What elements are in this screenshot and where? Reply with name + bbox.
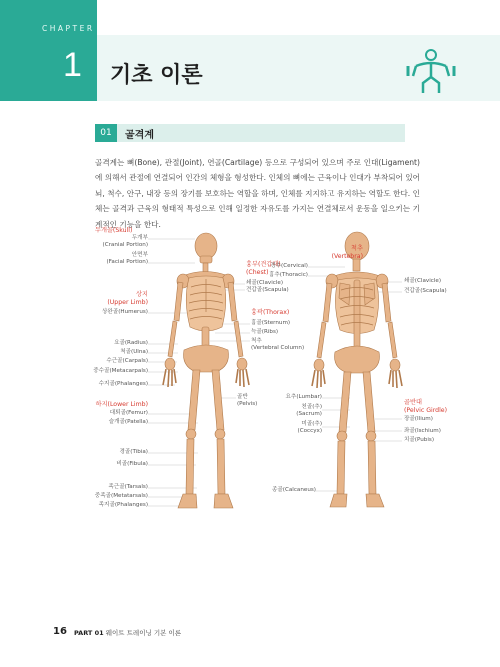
metacarpals-label: 중수골(Metacarpals) bbox=[93, 368, 148, 374]
scapula-front-label: 견갑골(Scapula) bbox=[246, 287, 289, 293]
patella-label: 슬개골(Patella) bbox=[108, 419, 148, 425]
ribs-label: 늑골(Ribs) bbox=[251, 329, 279, 335]
phalanges-hand-label: 수지골(Phalanges) bbox=[98, 381, 148, 387]
body-paragraph: 골격계는 뼈(Bone), 관절(Joint), 연골(Cartilage) 등으로 구성되어 있으며 주로 인대(Ligament)에 의해서 관절에 연결되어 인간의 체형을 형성한다. 인체의 뼈에는 근육이나 인대가 부착되어 있어 뇌, 척수, 안구, 내장 등의 장기를 보호하는 역할을 하며, 인체를 지지하고 유지하는 역할도 한다. 인체는 골격과 근육의 형태적 특성으로 인해 일정한 자유도를 가지는 연결체로서 운동을 일으키는 기계적인 기능을 한다. bbox=[95, 158, 420, 229]
upper-limb-title: 상지 bbox=[136, 291, 148, 298]
section-title: 골격계 bbox=[125, 130, 154, 141]
part-title: 웨이트 트레이닝 기본 이론 bbox=[105, 629, 182, 637]
calcaneus-label: 종골(Calcaneus) bbox=[271, 487, 316, 493]
part-number: PART 01 bbox=[74, 629, 104, 637]
radius-label: 요골(Radius) bbox=[114, 340, 148, 346]
sternum-label: 흉골(Sternum) bbox=[251, 320, 291, 326]
vertebra-subtitle: (Vertebra) bbox=[331, 253, 363, 260]
facial-label: 안면부 bbox=[131, 252, 148, 258]
metatarsals-label: 중족골(Metatarsals) bbox=[94, 493, 148, 499]
carpals-label: 수근골(Carpals) bbox=[106, 358, 148, 364]
chapter-label: CHAPTER bbox=[42, 24, 95, 33]
pelvis-en-label: (Pelvis) bbox=[237, 401, 258, 407]
skull-title: 두개골(Skull) bbox=[95, 227, 133, 234]
thorax-title: 흉곽(Thorax) bbox=[251, 309, 290, 316]
ischium-label: 좌골(Ischium) bbox=[404, 428, 441, 434]
thoracic-label: 흉추(Thoracic) bbox=[269, 272, 308, 278]
tibia-label: 경골(Tibia) bbox=[119, 449, 148, 455]
fibula-label: 비골(Fibula) bbox=[116, 461, 148, 467]
femur-label: 대퇴골(Femur) bbox=[109, 410, 148, 416]
sacrum-label: 천골(추) bbox=[301, 404, 322, 410]
cranial-en-label: (Cranial Portion) bbox=[102, 242, 148, 248]
coccyx-label: 미골(추) bbox=[301, 421, 322, 427]
pubis-label: 치골(Pubis) bbox=[404, 437, 435, 443]
ilium-label: 장골(Ilium) bbox=[404, 416, 433, 422]
footer-part-label bbox=[74, 628, 181, 637]
chapter-number: 1 bbox=[63, 46, 82, 84]
lumbar-label: 요추(Lumbar) bbox=[285, 394, 322, 400]
cranial-label: 두개부 bbox=[131, 235, 148, 241]
vertebral-column-label: 척추 bbox=[251, 338, 262, 344]
pelvic-girdle-title: 골반대 bbox=[404, 399, 422, 406]
chest-title: 흉부(견갑대) bbox=[246, 261, 281, 268]
ulna-label: 척골(Ulna) bbox=[120, 349, 148, 355]
facial-en-label: (Facial Portion) bbox=[106, 259, 148, 265]
scapula-back-label: 견갑골(Scapula) bbox=[404, 288, 447, 294]
tarsals-label: 족근골(Tarsals) bbox=[108, 484, 148, 490]
phalanges-foot-label: 족지골(Phalanges) bbox=[98, 502, 148, 508]
vertebral-column-en-label: (Vertebral Column) bbox=[251, 345, 305, 351]
coccyx-en-label: (Coccyx) bbox=[297, 428, 322, 434]
humerus-label: 상완골(Humerus) bbox=[102, 309, 148, 315]
vertebra-title: 척추 bbox=[351, 245, 363, 252]
upper-limb-subtitle: (Upper Limb) bbox=[107, 299, 148, 306]
sacrum-en-label: (Sacrum) bbox=[296, 411, 322, 417]
page-number: 16 bbox=[53, 626, 67, 637]
lower-limb-title: 하지(Lower Limb) bbox=[95, 401, 148, 408]
pelvic-girdle-subtitle: (Pelvic Girdle) bbox=[404, 407, 448, 414]
clavicle-back-label: 쇄골(Clavicle) bbox=[404, 278, 441, 284]
section-number: 01 bbox=[95, 124, 117, 142]
pelvis-label: 골반 bbox=[237, 394, 248, 400]
chapter-title: 기초 이론 bbox=[110, 63, 203, 88]
cervical-label: 경추(Cervical) bbox=[270, 263, 308, 269]
clavicle-front-label: 쇄골(Clavicle) bbox=[246, 280, 283, 286]
chest-subtitle: (Chest) bbox=[246, 269, 269, 276]
